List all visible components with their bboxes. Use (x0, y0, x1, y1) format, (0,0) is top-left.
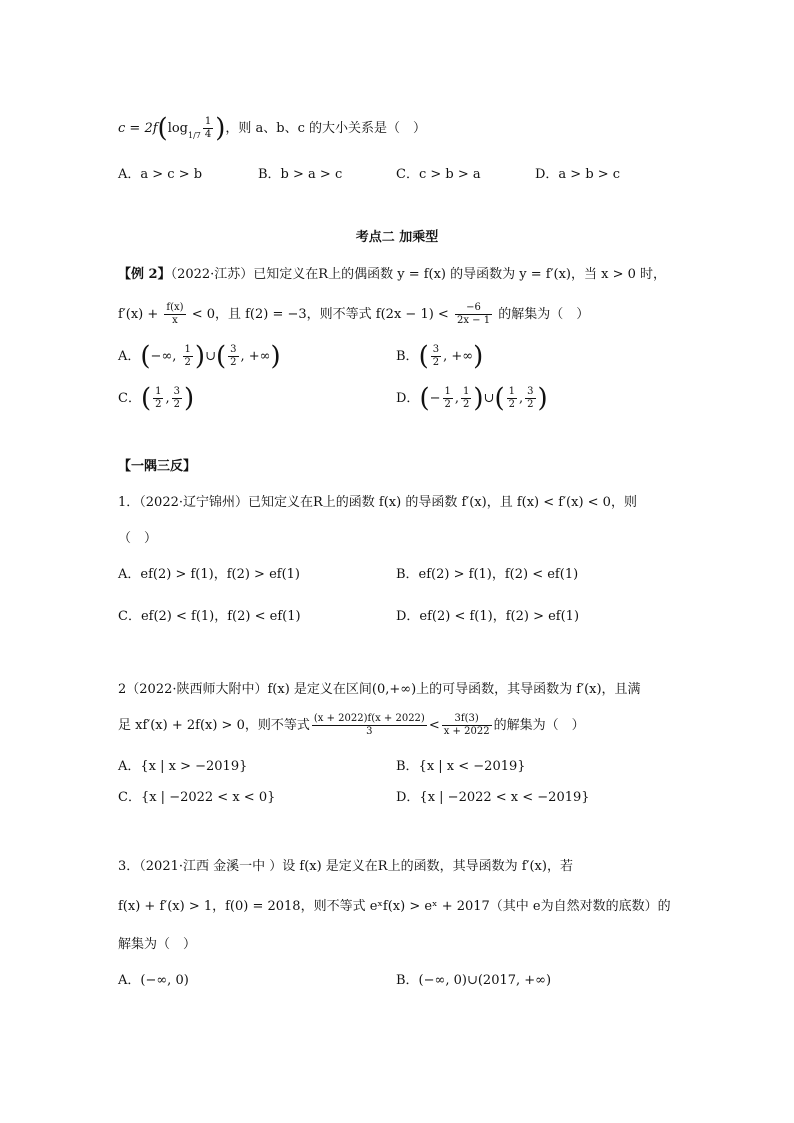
example2-text: （2022·江苏）已知定义在R上的偶函数 y = f(x) 的导函数为 y = f′(x)，当 x > 0 时， (170, 267, 667, 282)
fraction-numerator: 1 (463, 386, 470, 397)
fraction-numerator: 1 (155, 386, 162, 397)
option-label: C． (118, 391, 141, 406)
example-tag: 【例 2】 (118, 267, 171, 282)
union-symbol: ∪ (205, 349, 216, 364)
ineq-fraction (455, 302, 492, 327)
right-paren: ) (473, 383, 484, 414)
fx-over-x-fraction (164, 302, 185, 327)
fraction-numerator: 3f(3) (442, 713, 492, 726)
fraction-numerator: (x + 2022)f(x + 2022) (313, 713, 425, 724)
fraction-denominator: 3 (366, 726, 373, 737)
cond-a: f′(x) + (118, 307, 163, 322)
q2-text-b: 的解集为（ ） (493, 718, 585, 733)
section-title: 考点二 加乘型 (355, 230, 439, 245)
fraction-numerator: 3 (527, 386, 534, 397)
q1-option-a: A．ef(2) > f(1)，f(2) > ef(1) (118, 567, 300, 582)
fraction-denominator: 2 (463, 399, 470, 410)
q2-option-c: C．{x | −2022 < x < 0} (118, 790, 276, 805)
q1-option-b: B．ef(2) > f(1)，f(2) < ef(1) (396, 567, 579, 582)
right-paren: ) (473, 341, 484, 372)
fraction (525, 386, 535, 411)
q1-line2: （ ） (118, 531, 158, 546)
option-c: C．c > b > a (396, 167, 481, 182)
option-label: A． (118, 349, 141, 364)
q2-option-d: D．{x | −2022 < x < −2019} (396, 790, 590, 805)
fraction-denominator: 2 (155, 399, 162, 410)
fraction-denominator: 4 (204, 129, 212, 140)
log-base: 1/7 (188, 131, 201, 140)
fraction (183, 344, 193, 369)
option-d: D．a > b > c (535, 167, 621, 182)
fraction-denominator: x (172, 315, 178, 326)
fraction-denominator: 2 (173, 399, 180, 410)
fraction (443, 386, 453, 411)
fraction-denominator: 2 (184, 357, 191, 368)
q1-option-d: D．ef(2) < f(1)，f(2) > ef(1) (396, 609, 580, 624)
left-paren: ( (140, 383, 152, 414)
q3-option-b: B．(−∞, 0)∪(2017, +∞) (396, 973, 552, 988)
q3-line2: f(x) + f′(x) > 1，f(0) = 2018，则不等式 eˣf(x) > eˣ + 2017（其中 e为自然对数的底数）的 (118, 899, 671, 914)
right-paren: ) (215, 113, 226, 144)
fraction-denominator: 2x − 1 (456, 315, 491, 326)
right-paren: ) (184, 383, 195, 414)
option-label: B． (396, 349, 419, 364)
right-paren: ) (537, 383, 548, 414)
q2-option-b: B．{x | x < −2019} (396, 759, 526, 774)
option-a: A．a > c > b (118, 167, 203, 182)
left-paren: ( (418, 341, 429, 372)
fraction-numerator: 1 (184, 344, 191, 355)
example2-option-d: D．(− $\frac{1}{2}$ , $\frac{1}{2}$ )∪( $\frac{1}{2}$ , $\frac{3}{2}$ ) (396, 383, 548, 414)
q2-line1: 2（2022·陕西师大附中）f(x) 是定义在区间(0,+∞)上的可导函数，其导函数为 f′(x)，且满 (118, 682, 641, 697)
q3-option-a: A．(−∞, 0) (118, 973, 189, 988)
fraction (172, 386, 182, 411)
union-symbol: ∪ (483, 391, 495, 406)
fraction (461, 386, 471, 411)
practice-title: 【一隅三反】 (118, 459, 197, 474)
c-definition-line (118, 113, 427, 146)
interval-end: , +∞ (443, 349, 474, 364)
fraction-numerator: 1 (508, 386, 515, 397)
fraction-numerator: f(x) (166, 302, 184, 313)
fraction-denominator: 2 (508, 399, 515, 410)
inequality-right-fraction (442, 713, 492, 738)
fraction-denominator: 2 (432, 357, 440, 368)
example2-line1 (118, 266, 666, 284)
interval-start: −∞, (150, 349, 181, 364)
fraction-denominator: 2 (444, 399, 451, 410)
left-paren: ( (494, 383, 505, 414)
log-text: log (167, 121, 188, 136)
interval-end: , +∞ (240, 349, 271, 364)
q1-option-c: C．ef(2) < f(1)，f(2) < ef(1) (118, 609, 301, 624)
left-paren: ( (157, 113, 168, 144)
fraction-numerator: 3 (432, 344, 440, 355)
q2-text-a: 足 xf′(x) + 2f(x) > 0，则不等式 (118, 718, 310, 733)
minus-sign: − (429, 391, 441, 406)
example2-option-b (396, 341, 484, 372)
log-arg-fraction (203, 116, 213, 141)
q1-line1: 1．（2022·辽宁锦州）已知定义在R上的函数 f(x) 的导函数 f′(x)，且 f(x) < f′(x) < 0，则 (118, 495, 637, 510)
fraction (228, 344, 238, 369)
less-than-sign: < (428, 718, 440, 733)
right-paren: ) (194, 341, 206, 372)
option-label: D． (396, 391, 420, 406)
q3-line3: 解集为（ ） (118, 937, 197, 952)
left-paren: ( (215, 341, 227, 372)
fraction-denominator: 2 (230, 357, 237, 368)
c-def-expr: c = 2f (118, 121, 158, 136)
cond-b: < 0，且 f(2) = −3，则不等式 f(2x − 1) < (187, 307, 453, 322)
cond-c: 的解集为（ ） (494, 307, 590, 322)
q2-option-a: A．{x | x > −2019} (118, 759, 248, 774)
fraction-denominator: 2 (527, 399, 534, 410)
option-b: B．b > a > c (258, 167, 343, 182)
example2-line2 (118, 302, 589, 327)
example2-option-a (118, 341, 281, 372)
fraction (431, 344, 441, 369)
fraction-numerator: 3 (173, 386, 180, 397)
c-def-text: ，则 a、b、c 的大小关系是（ ） (225, 121, 427, 136)
fraction-numerator: −6 (455, 302, 492, 315)
fraction (153, 386, 163, 411)
fraction-denominator: x + 2022 (443, 726, 490, 737)
fraction-numerator: 1 (204, 116, 212, 127)
q3-line1: 3．（2021·江西 金溪一中 ）设 f(x) 是定义在R上的函数，其导函数为 f′(x)，若 (118, 859, 573, 874)
left-paren: ( (419, 383, 430, 414)
fraction (507, 386, 517, 411)
fraction-numerator: 1 (444, 386, 451, 397)
inequality-left-fraction (312, 713, 427, 738)
q2-line2 (118, 712, 585, 740)
fraction-numerator: 3 (230, 344, 237, 355)
right-paren: ) (270, 341, 281, 372)
example2-option-c: C．( $\frac{1}{2}$ , $\frac{3}{2}$ ) (118, 383, 195, 414)
left-paren: ( (140, 341, 151, 372)
